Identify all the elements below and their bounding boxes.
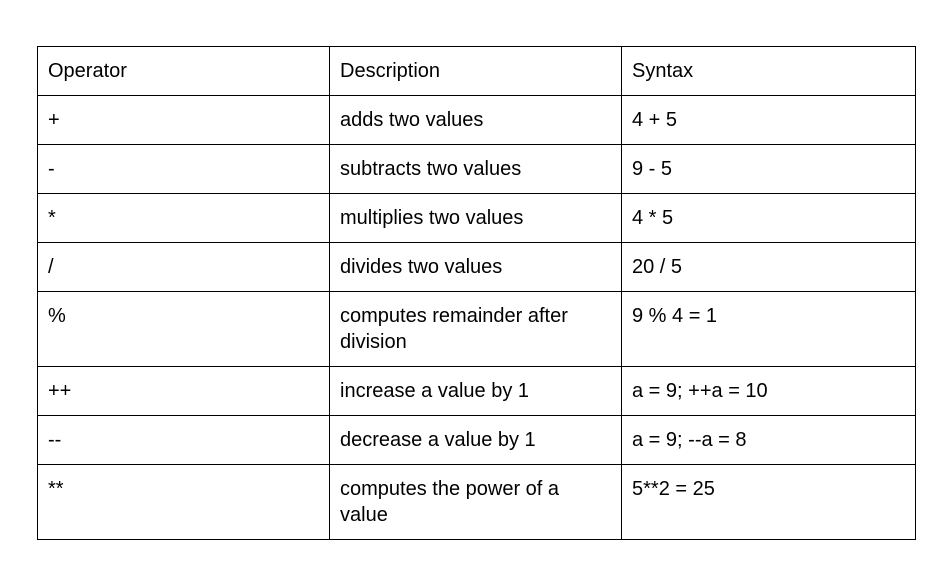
header-operator: Operator (38, 47, 330, 96)
description-cell: decrease a value by 1 (330, 416, 622, 465)
table-row (38, 243, 916, 292)
table-row (38, 96, 916, 145)
operator-cell: -- (38, 416, 330, 465)
operator-cell: ** (38, 465, 330, 540)
table-row (38, 367, 916, 416)
table-header-row (38, 47, 916, 96)
operator-cell: % (38, 292, 330, 367)
syntax-cell: a = 9; ++a = 10 (622, 367, 916, 416)
description-cell: divides two values (330, 243, 622, 292)
syntax-cell: 9 - 5 (622, 145, 916, 194)
description-cell: multiplies two values (330, 194, 622, 243)
syntax-cell: 4 * 5 (622, 194, 916, 243)
table-row (38, 416, 916, 465)
syntax-cell: 20 / 5 (622, 243, 916, 292)
description-cell: subtracts two values (330, 145, 622, 194)
header-description: Description (330, 47, 622, 96)
description-cell: computes remainder after division (330, 292, 622, 367)
syntax-cell: 4 + 5 (622, 96, 916, 145)
table-row (38, 145, 916, 194)
operator-cell: ++ (38, 367, 330, 416)
operator-cell: * (38, 194, 330, 243)
syntax-cell: a = 9; --a = 8 (622, 416, 916, 465)
table-row (38, 194, 916, 243)
operator-cell: / (38, 243, 330, 292)
operator-cell: + (38, 96, 330, 145)
syntax-cell: 9 % 4 = 1 (622, 292, 916, 367)
operators-table (37, 46, 916, 540)
table-row (38, 292, 916, 367)
header-syntax: Syntax (622, 47, 916, 96)
description-cell: computes the power of a value (330, 465, 622, 540)
description-cell: increase a value by 1 (330, 367, 622, 416)
table-row (38, 465, 916, 540)
syntax-cell: 5**2 = 25 (622, 465, 916, 540)
operator-cell: - (38, 145, 330, 194)
description-cell: adds two values (330, 96, 622, 145)
